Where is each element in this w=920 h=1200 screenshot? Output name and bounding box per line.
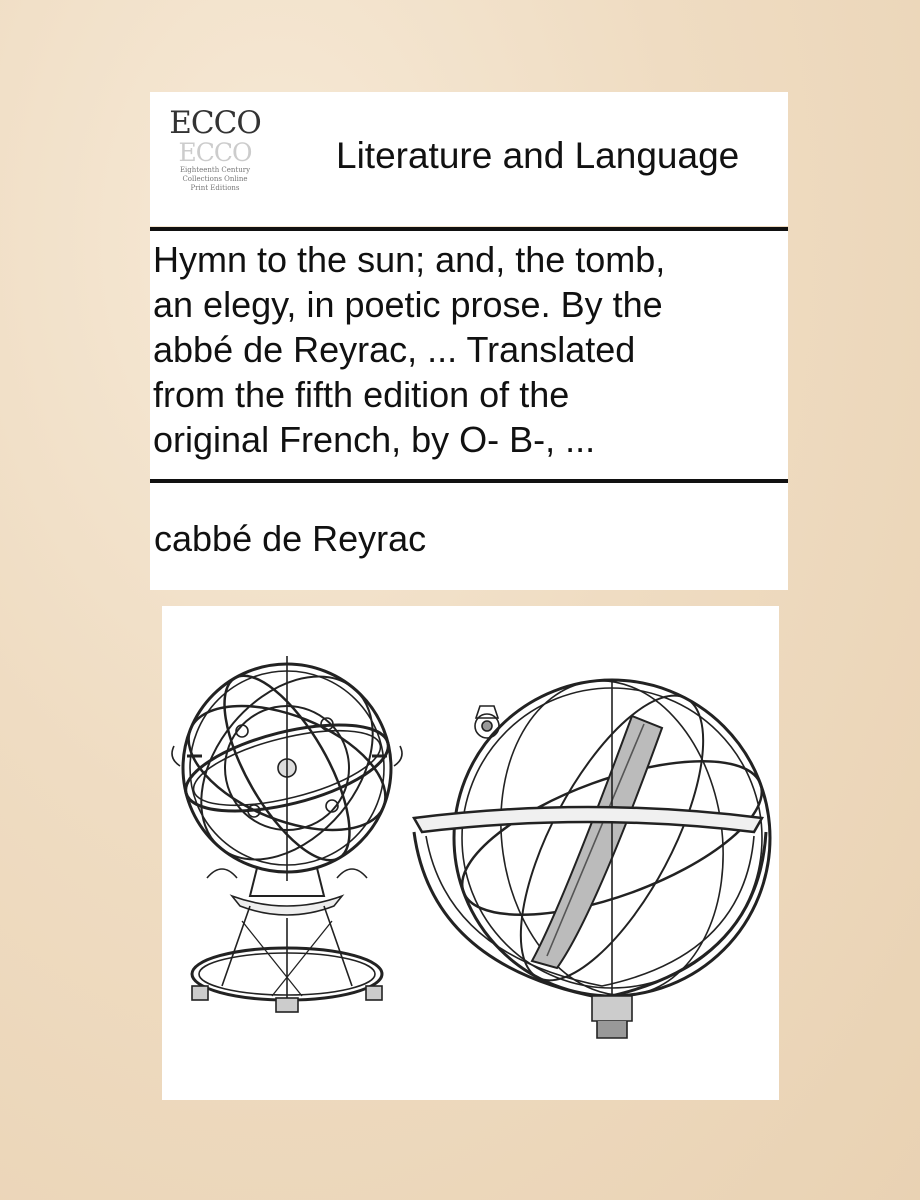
title-line-4: from the fifth edition of the bbox=[153, 374, 570, 415]
title-line-1: Hymn to the sun; and, the tomb, bbox=[153, 239, 666, 280]
title-panel bbox=[150, 231, 788, 479]
logo-line-2: Collections Online bbox=[182, 175, 248, 183]
author-panel bbox=[150, 483, 788, 590]
logo-line-3: Print Editions bbox=[190, 184, 240, 192]
left-armillary-sphere bbox=[167, 643, 408, 1012]
header-panel bbox=[150, 92, 788, 226]
series-name: Literature and Language bbox=[336, 135, 740, 176]
title-line-2: an elegy, in poetic prose. By the bbox=[153, 284, 663, 325]
title-line-3: abbé de Reyrac, ... Translated bbox=[153, 329, 636, 370]
armillary-spheres-illustration bbox=[162, 606, 779, 1100]
ecco-logo bbox=[164, 106, 266, 214]
title-line-5: original French, by O- B-, ... bbox=[153, 419, 596, 460]
logo-line-1: Eighteenth Century bbox=[179, 166, 251, 174]
logo-mark-reflection: ECCO bbox=[178, 138, 252, 167]
logo-mark: ECCO bbox=[169, 105, 261, 141]
book-author: cabbé de Reyrac bbox=[154, 518, 427, 559]
right-armillary-sphere bbox=[414, 666, 779, 1038]
illustration-panel bbox=[162, 606, 779, 1100]
book-title bbox=[153, 237, 785, 462]
